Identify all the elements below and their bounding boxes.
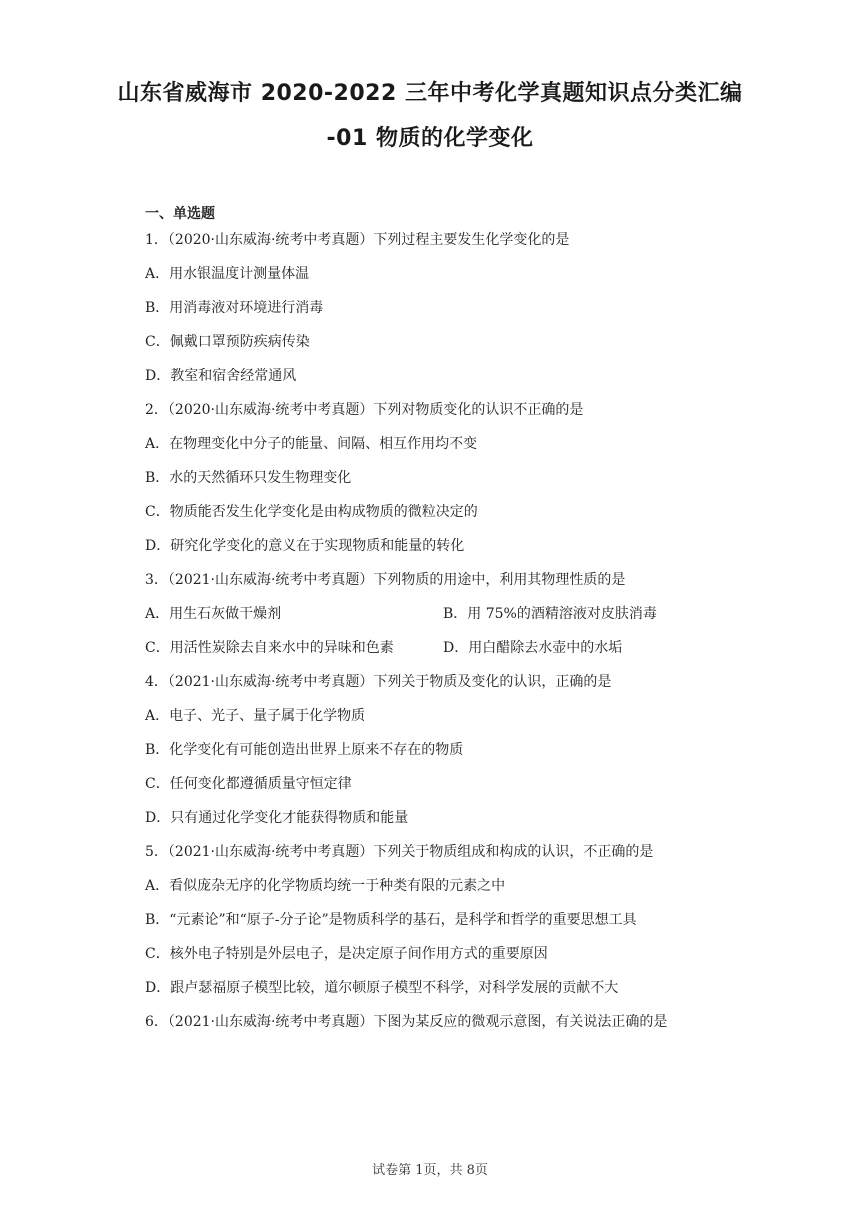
question-2-option-c: C．物质能否发生化学变化是由构成物质的微粒决定的 — [145, 504, 478, 520]
question-2-option-b: B．水的天然循环只发生物理变化 — [145, 470, 352, 486]
question-4-option-b: B．化学变化有可能创造出世界上原来不存在的物质 — [145, 742, 464, 758]
question-3-option-c: C．用活性炭除去自来水中的异味和色素 — [145, 640, 394, 656]
page-footer: 试卷第 1页，共 8页 — [372, 1163, 488, 1178]
question-2-option-a: A．在物理变化中分子的能量、间隔、相互作用均不变 — [145, 436, 478, 452]
question-1-option-b: B．用消毒液对环境进行消毒 — [145, 300, 324, 316]
question-3-stem: 3．（2021·山东威海·统考中考真题）下列物质的用途中，利用其物理性质的是 — [145, 572, 626, 588]
question-5-stem: 5．（2021·山东威海·统考中考真题）下列关于物质组成和构成的认识，不正确的是 — [145, 844, 654, 860]
document-title-line-2: -01 物质的化学变化 — [326, 126, 534, 151]
document-title-line-1: 山东省威海市 2020-2022 三年中考化学真题知识点分类汇编 — [117, 81, 743, 106]
question-4-option-d: D．只有通过化学变化才能获得物质和能量 — [145, 810, 409, 826]
question-1-option-d: D．教室和宿舍经常通风 — [145, 368, 297, 384]
question-3-option-b: B．用 75%的酒精溶液对皮肤消毒 — [443, 606, 657, 622]
question-4-stem: 4．（2021·山东威海·统考中考真题）下列关于物质及变化的认识，正确的是 — [145, 674, 612, 690]
question-4-option-a: A．电子、光子、量子属于化学物质 — [145, 708, 366, 724]
question-1-option-c: C．佩戴口罩预防疾病传染 — [145, 334, 310, 350]
question-2-option-d: D．研究化学变化的意义在于实现物质和能量的转化 — [145, 538, 465, 554]
section-heading: 一、单选题 — [145, 206, 215, 222]
question-5-option-d: D．跟卢瑟福原子模型比较，道尔顿原子模型不科学，对科学发展的贡献不大 — [145, 980, 619, 996]
question-5-option-c: C．核外电子特别是外层电子，是决定原子间作用方式的重要原因 — [145, 946, 548, 962]
question-3-option-a: A．用生石灰做干燥剂 — [145, 606, 282, 622]
question-5-option-a: A．看似庞杂无序的化学物质均统一于种类有限的元素之中 — [145, 878, 506, 894]
question-2-stem: 2．（2020·山东威海·统考中考真题）下列对物质变化的认识不正确的是 — [145, 402, 584, 418]
question-1-stem: 1．（2020·山东威海·统考中考真题）下列过程主要发生化学变化的是 — [145, 232, 570, 248]
question-4-option-c: C．任何变化都遵循质量守恒定律 — [145, 776, 352, 792]
question-1-option-a: A．用水银温度计测量体温 — [145, 266, 310, 282]
question-5-option-b: B．“元素论”和“原子-分子论”是物质科学的基石，是科学和哲学的重要思想工具 — [145, 912, 637, 928]
question-3-option-d: D．用白醋除去水壶中的水垢 — [443, 640, 623, 656]
question-6-stem: 6．（2021·山东威海·统考中考真题）下图为某反应的微观示意图，有关说法正确的是 — [145, 1014, 668, 1030]
